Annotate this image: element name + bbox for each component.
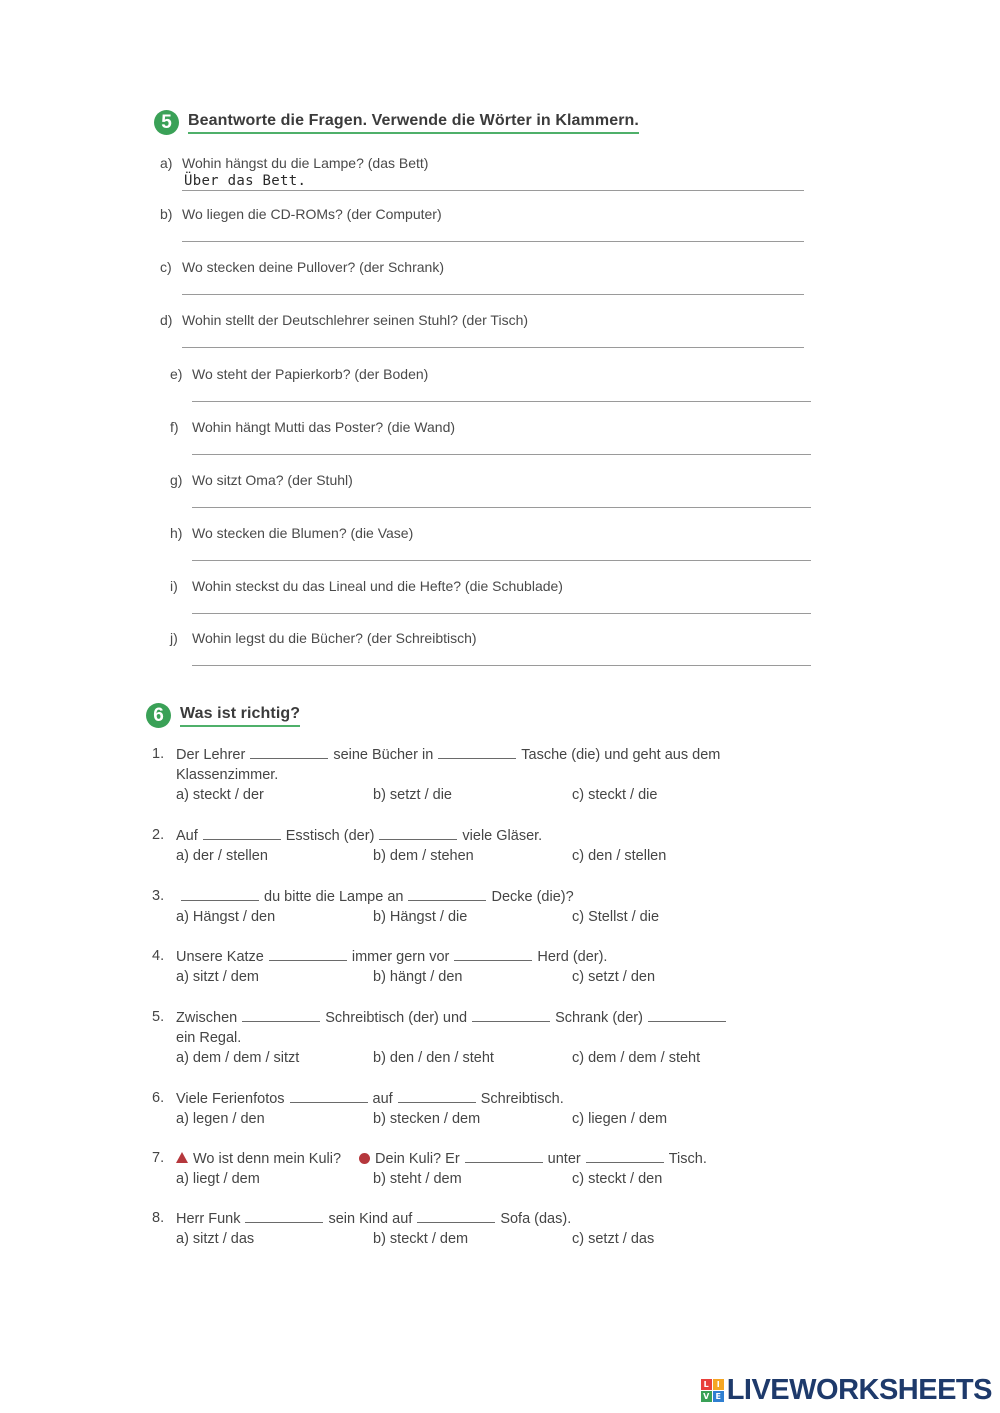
question-e [170,366,428,382]
option-b[interactable]: b) den / den / steht [373,1050,494,1066]
sentence-part: viele Gläser. [462,828,543,844]
item-number: 7. [152,1150,165,1166]
fill-in-blank[interactable] [417,1210,495,1223]
sentence-part: du bitte die Lampe an [264,889,404,905]
item-text [176,1090,564,1107]
question-text: Wo sitzt Oma? (der Stuhl) [192,472,353,488]
option-a[interactable]: a) liegt / dem [176,1170,260,1187]
option-c[interactable]: c) setzt / das [572,1230,655,1247]
section-5-header [154,110,639,135]
answer-line[interactable] [192,665,811,666]
sentence-part: seine Bücher in [333,747,434,763]
option-a[interactable]: a) der / stellen [176,847,268,864]
question-label: b) [160,206,173,222]
mc-item [152,746,792,808]
sentence-part: Tisch. [668,1151,707,1167]
fill-in-blank[interactable] [250,746,328,759]
fill-in-blank[interactable] [438,746,516,759]
options-row [152,848,792,869]
sentence-part: Herd (der). [537,949,608,965]
question-label: f) [170,419,179,435]
fill-in-blank[interactable] [379,827,457,840]
item-number: 3. [152,888,165,904]
question-label: a) [160,155,173,171]
option-c[interactable]: c) steckt / den [572,1170,663,1187]
question-text: Wohin steckst du das Lineal und die Hefte? (die Schublade) [192,578,563,594]
option-b[interactable]: b) hängt / den [373,968,463,985]
question-label: g) [170,472,183,488]
answer-line[interactable] [192,560,811,561]
option-a[interactable]: a) dem / dem / sitzt [176,1050,300,1066]
option-b[interactable]: b) dem / stehen [373,847,474,864]
mc-item [152,1009,792,1071]
fill-in-blank[interactable] [245,1210,323,1223]
mc-item [152,827,792,868]
mc-item [152,888,792,929]
sentence-part: Sofa (das). [500,1211,572,1227]
mc-item [152,948,792,989]
answer-line[interactable] [182,190,804,191]
option-c[interactable]: c) Stellst / die [572,908,660,925]
sentence-part: Tasche (die) und geht aus dem [521,747,721,763]
question-b [160,206,442,222]
fill-in-blank[interactable] [648,1009,726,1022]
option-b[interactable]: b) steckt / dem [373,1230,469,1247]
option-c[interactable]: c) steckt / die [572,787,658,803]
sentence-part: Dein Kuli? Er [375,1151,460,1167]
sentence-part: sein Kind auf [328,1211,413,1227]
sentence-part: unter [547,1151,581,1167]
sentence-part: Der Lehrer [176,747,246,763]
item-text [176,827,542,844]
logo-letter: E [713,1391,724,1402]
option-a[interactable]: a) sitzt / das [176,1230,255,1247]
fill-in-blank[interactable] [465,1150,543,1163]
fill-in-blank[interactable] [269,948,347,961]
fill-in-blank[interactable] [408,888,486,901]
logo-letter: I [713,1379,724,1390]
fill-in-blank[interactable] [181,888,259,901]
sentence-part: Decke (die)? [491,889,574,905]
question-d [160,312,528,328]
question-text: Wohin stellt der Deutschlehrer seinen Stuhl? (der Tisch) [182,312,529,328]
item-sentence [152,1150,792,1171]
fill-in-blank[interactable] [398,1090,476,1103]
option-b[interactable]: b) setzt / die [373,787,452,803]
question-c [160,259,444,275]
answer-line[interactable] [182,347,804,348]
option-c[interactable]: c) liegen / dem [572,1110,668,1127]
logo-grid-icon [701,1379,724,1402]
sentence-part: Schreibtisch. [480,1091,564,1107]
options-row [152,1231,792,1252]
sentence-part: auf [372,1091,393,1107]
brand-name: LIVEWORKSHEETS [726,1374,992,1406]
section-6-header [146,703,300,728]
item-number: 6. [152,1090,165,1106]
sentence-part: Zwischen [176,1010,238,1026]
item-sentence [152,746,792,767]
options-row [152,969,792,990]
sentence-part: Schrank (der) [555,1010,643,1026]
question-label: c) [160,259,172,275]
option-a[interactable]: a) legen / den [176,1110,265,1127]
question-label: i) [170,578,178,594]
question-label: h) [170,525,183,541]
item-number: 4. [152,948,165,964]
fill-in-blank[interactable] [454,948,532,961]
item-text [176,746,720,763]
item-text [176,888,574,905]
options-row [152,1050,792,1071]
fill-in-blank[interactable] [472,1009,550,1022]
item-sentence-continued [152,767,792,788]
question-text: Wo steht der Papierkorb? (der Boden) [192,366,429,382]
sentence-part: ein Regal. [176,1029,242,1046]
question-label: j) [170,630,178,646]
question-f [170,419,455,435]
question-h [170,525,413,541]
option-c[interactable]: c) dem / dem / steht [572,1050,701,1066]
answer-line[interactable] [192,613,811,614]
answer-line[interactable] [182,241,804,242]
item-sentence [152,827,792,848]
fill-in-blank[interactable] [242,1009,320,1022]
item-text [176,1210,571,1227]
option-c[interactable]: c) setzt / den [572,968,656,985]
answer-line[interactable] [192,507,811,508]
circle-icon [359,1153,370,1164]
sentence-part: Schreibtisch (der) und [325,1010,468,1026]
question-text: Wohin hängt Mutti das Poster? (die Wand) [192,419,456,435]
item-number: 5. [152,1009,165,1025]
fill-in-blank[interactable] [203,827,281,840]
item-sentence [152,888,792,909]
item-sentence [152,1090,792,1111]
sentence-part: immer gern vor [351,949,450,965]
answer-line[interactable] [182,294,804,295]
question-text: Wo liegen die CD-ROMs? (der Computer) [182,206,442,222]
question-text: Wo stecken die Blumen? (die Vase) [192,525,414,541]
mc-item [152,1150,792,1191]
answer-text[interactable]: Über das Bett. [184,173,307,189]
item-text [176,948,607,965]
answer-line[interactable] [192,401,811,402]
section-6-title: Was ist richtig? [180,705,300,727]
option-a[interactable]: a) sitzt / dem [176,968,259,985]
fill-in-blank[interactable] [290,1090,368,1103]
question-j [170,630,477,646]
question-g [170,472,353,488]
option-b[interactable]: b) stecken / dem [373,1110,481,1127]
sentence-part: Unsere Katze [176,949,264,965]
question-text: Wohin legst du die Bücher? (der Schreibtisch) [192,630,477,646]
option-b[interactable]: b) Hängst / die [373,908,468,925]
options-row [152,787,792,808]
mc-item [152,1210,792,1251]
question-i [170,578,563,594]
option-b[interactable]: b) steht / dem [373,1170,462,1187]
item-number: 8. [152,1210,165,1226]
section-5-number-badge: 5 [154,110,179,135]
sentence-part: Viele Ferienfotos [176,1091,285,1107]
question-label: e) [170,366,183,382]
item-text [176,1150,707,1167]
options-row [152,1111,792,1132]
sentence-part: Esstisch (der) [285,828,375,844]
option-c[interactable]: c) den / stellen [572,847,667,864]
answer-line[interactable] [192,454,811,455]
item-sentence [152,1009,792,1030]
question-text: Wo stecken deine Pullover? (der Schrank) [182,259,444,275]
section-5-title: Beantworte die Fragen. Verwende die Wörter in Klammern. [188,112,639,134]
item-number: 1. [152,746,165,762]
fill-in-blank[interactable] [586,1150,664,1163]
question-text: Wohin hängst du die Lampe? (das Bett) [182,155,429,171]
sentence-part: Klassenzimmer. [176,766,279,783]
option-a[interactable]: a) steckt / der [176,787,264,803]
sentence-part: Wo ist denn mein Kuli? [193,1151,342,1167]
sentence-part: Auf [176,828,198,844]
section-6-number-badge: 6 [146,703,171,728]
question-a [160,155,428,171]
item-text [176,1009,731,1026]
item-sentence [152,1210,792,1231]
mc-item [152,1090,792,1131]
logo-letter: V [701,1391,712,1402]
liveworksheets-logo [701,1374,992,1407]
item-sentence [152,948,792,969]
options-row [152,909,792,930]
item-sentence-continued [152,1030,792,1051]
item-number: 2. [152,827,165,843]
question-label: d) [160,312,173,328]
option-a[interactable]: a) Hängst / den [176,908,276,925]
logo-letter: L [701,1379,712,1390]
sentence-part: Herr Funk [176,1211,241,1227]
options-row [152,1171,792,1192]
triangle-icon [176,1152,188,1163]
